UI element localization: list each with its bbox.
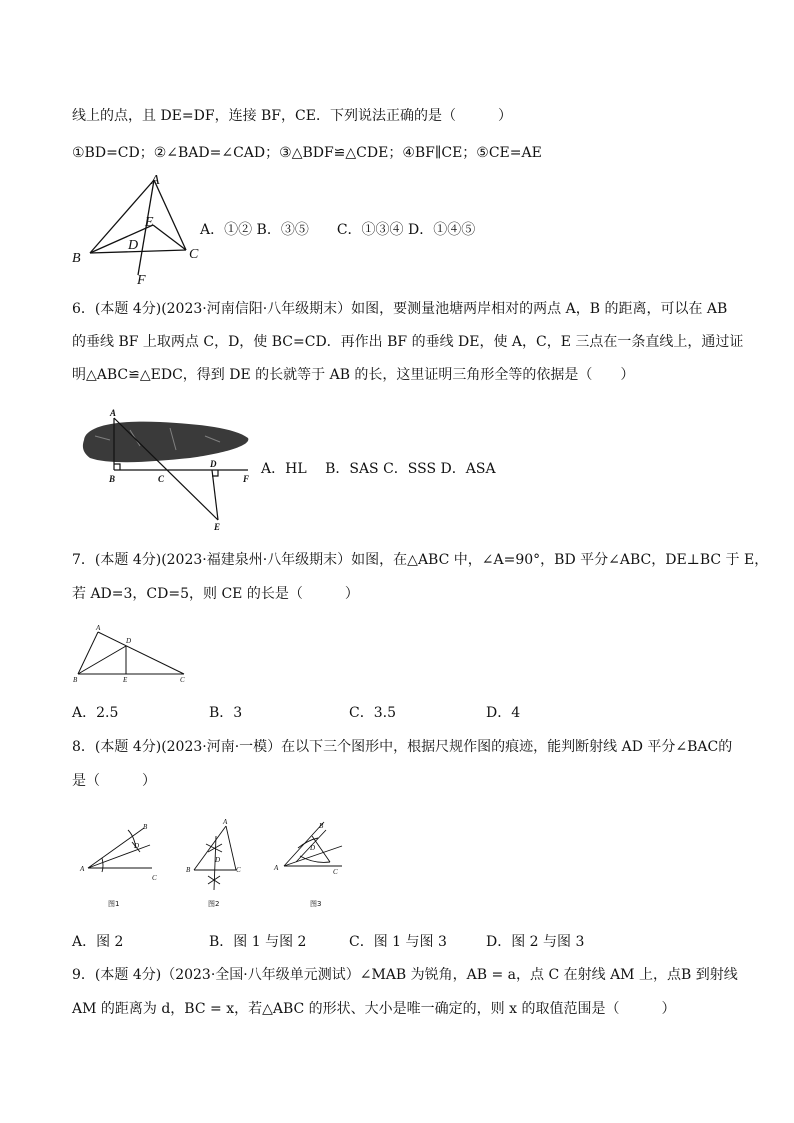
svg-text:D: D — [310, 844, 316, 852]
q6-label-c: C — [158, 474, 165, 484]
q7-option-c: C．3.5 — [349, 705, 396, 721]
svg-text:D: D — [134, 842, 140, 850]
q7-option-b: B．3 — [209, 705, 243, 721]
q8-text-line1: 8．(本题 4分)(2023·河南·一模）在以下三个图形中，根据尺规作图的痕迹，能判断射线 AD 平分∠BAC的 — [72, 739, 733, 755]
svg-text:B: B — [186, 866, 191, 874]
q6-text-line2: 的垂线 BF 上取两点 C，D，使 BC=CD．再作出 BF 的垂线 DE，使 A，C，E 三点在一条直线上，通过证 — [72, 334, 744, 350]
q5-text-line1: 线上的点，且 DE=DF，连接 BF，CE．下列说法正确的是（ ） — [72, 108, 512, 124]
q6-label-f: F — [243, 474, 250, 484]
q6-label-d: D — [210, 459, 217, 469]
svg-text:C: C — [152, 874, 157, 882]
q5-statements: ①BD=CD；②∠BAD=∠CAD；③△BDF≌△CDE；④BF∥CE；⑤CE=AE — [72, 145, 542, 161]
q6-label-b: B — [109, 474, 116, 484]
q8-option-a: A．图 2 — [72, 934, 124, 950]
q9-text-line2: AM 的距离为 d，BC = x，若△ABC 的形状、大小是唯一确定的，则 x 的取值范围是（ ） — [72, 1001, 676, 1017]
q7-text-line1: 7．(本题 4分)(2023·福建泉州·八年级期末）如图，在△ABC 中，∠A=90°，BD 平分∠ABC，DE⊥BC 于 E， — [72, 552, 769, 568]
q8-option-d: D．图 2 与图 3 — [486, 934, 585, 950]
q5-label-b: B — [72, 251, 81, 266]
q6-label-e: E — [214, 522, 221, 532]
q8-caption-1: 图1 — [108, 900, 120, 908]
q7-option-d: D．4 — [486, 705, 521, 721]
q7-option-a: A．2.5 — [72, 705, 119, 721]
q7-label-d: D — [126, 637, 132, 645]
q5-label-f: F — [137, 273, 146, 288]
svg-text:A: A — [80, 865, 85, 873]
q7-label-a: A — [96, 624, 101, 632]
q5-options: A．①② B．③⑤ C．①③④ D．①④⑤ — [200, 222, 476, 238]
svg-text:A: A — [274, 864, 279, 872]
q5-label-d: D — [128, 238, 139, 253]
q7-label-b: B — [73, 676, 78, 684]
q7-text-line2: 若 AD=3，CD=5，则 CE 的长是（ ） — [72, 586, 359, 602]
q5-label-e: E — [145, 215, 154, 230]
q5-label-a: A — [151, 173, 160, 188]
q8-text-line2: 是（ ） — [72, 773, 156, 789]
svg-text:B: B — [143, 823, 148, 831]
q8-option-b: B．图 1 与图 2 — [209, 934, 307, 950]
q5-label-c: C — [189, 247, 199, 262]
svg-text:B: B — [319, 822, 324, 830]
q6-text-line1: 6．(本题 4分)(2023·河南信阳·八年级期末）如图，要测量池塘两岸相对的两点 A，B 的距离，可以在 AB — [72, 301, 728, 317]
svg-text:C: C — [333, 868, 338, 876]
q6-text-line3: 明△ABC≌△EDC，得到 DE 的长就等于 AB 的长，这里证明三角形全等的依据是（ ） — [72, 367, 635, 383]
svg-text:D: D — [215, 856, 221, 864]
q8-option-c: C．图 1 与图 3 — [349, 934, 447, 950]
q8-caption-3: 图3 — [310, 900, 322, 908]
q8-caption-2: 图2 — [208, 900, 220, 908]
svg-text:A: A — [223, 818, 228, 826]
q6-options: A．HL B．SAS C．SSS D．ASA — [261, 461, 496, 477]
svg-text:C: C — [236, 866, 241, 874]
q9-text-line1: 9．(本题 4分)（2023·全国·八年级单元测试）∠MAB 为锐角，AB = a，点 C 在射线 AM 上，点B 到射线 — [72, 967, 738, 983]
q7-label-e: E — [123, 676, 128, 684]
q7-label-c: C — [180, 676, 185, 684]
q6-label-a: A — [110, 408, 117, 418]
